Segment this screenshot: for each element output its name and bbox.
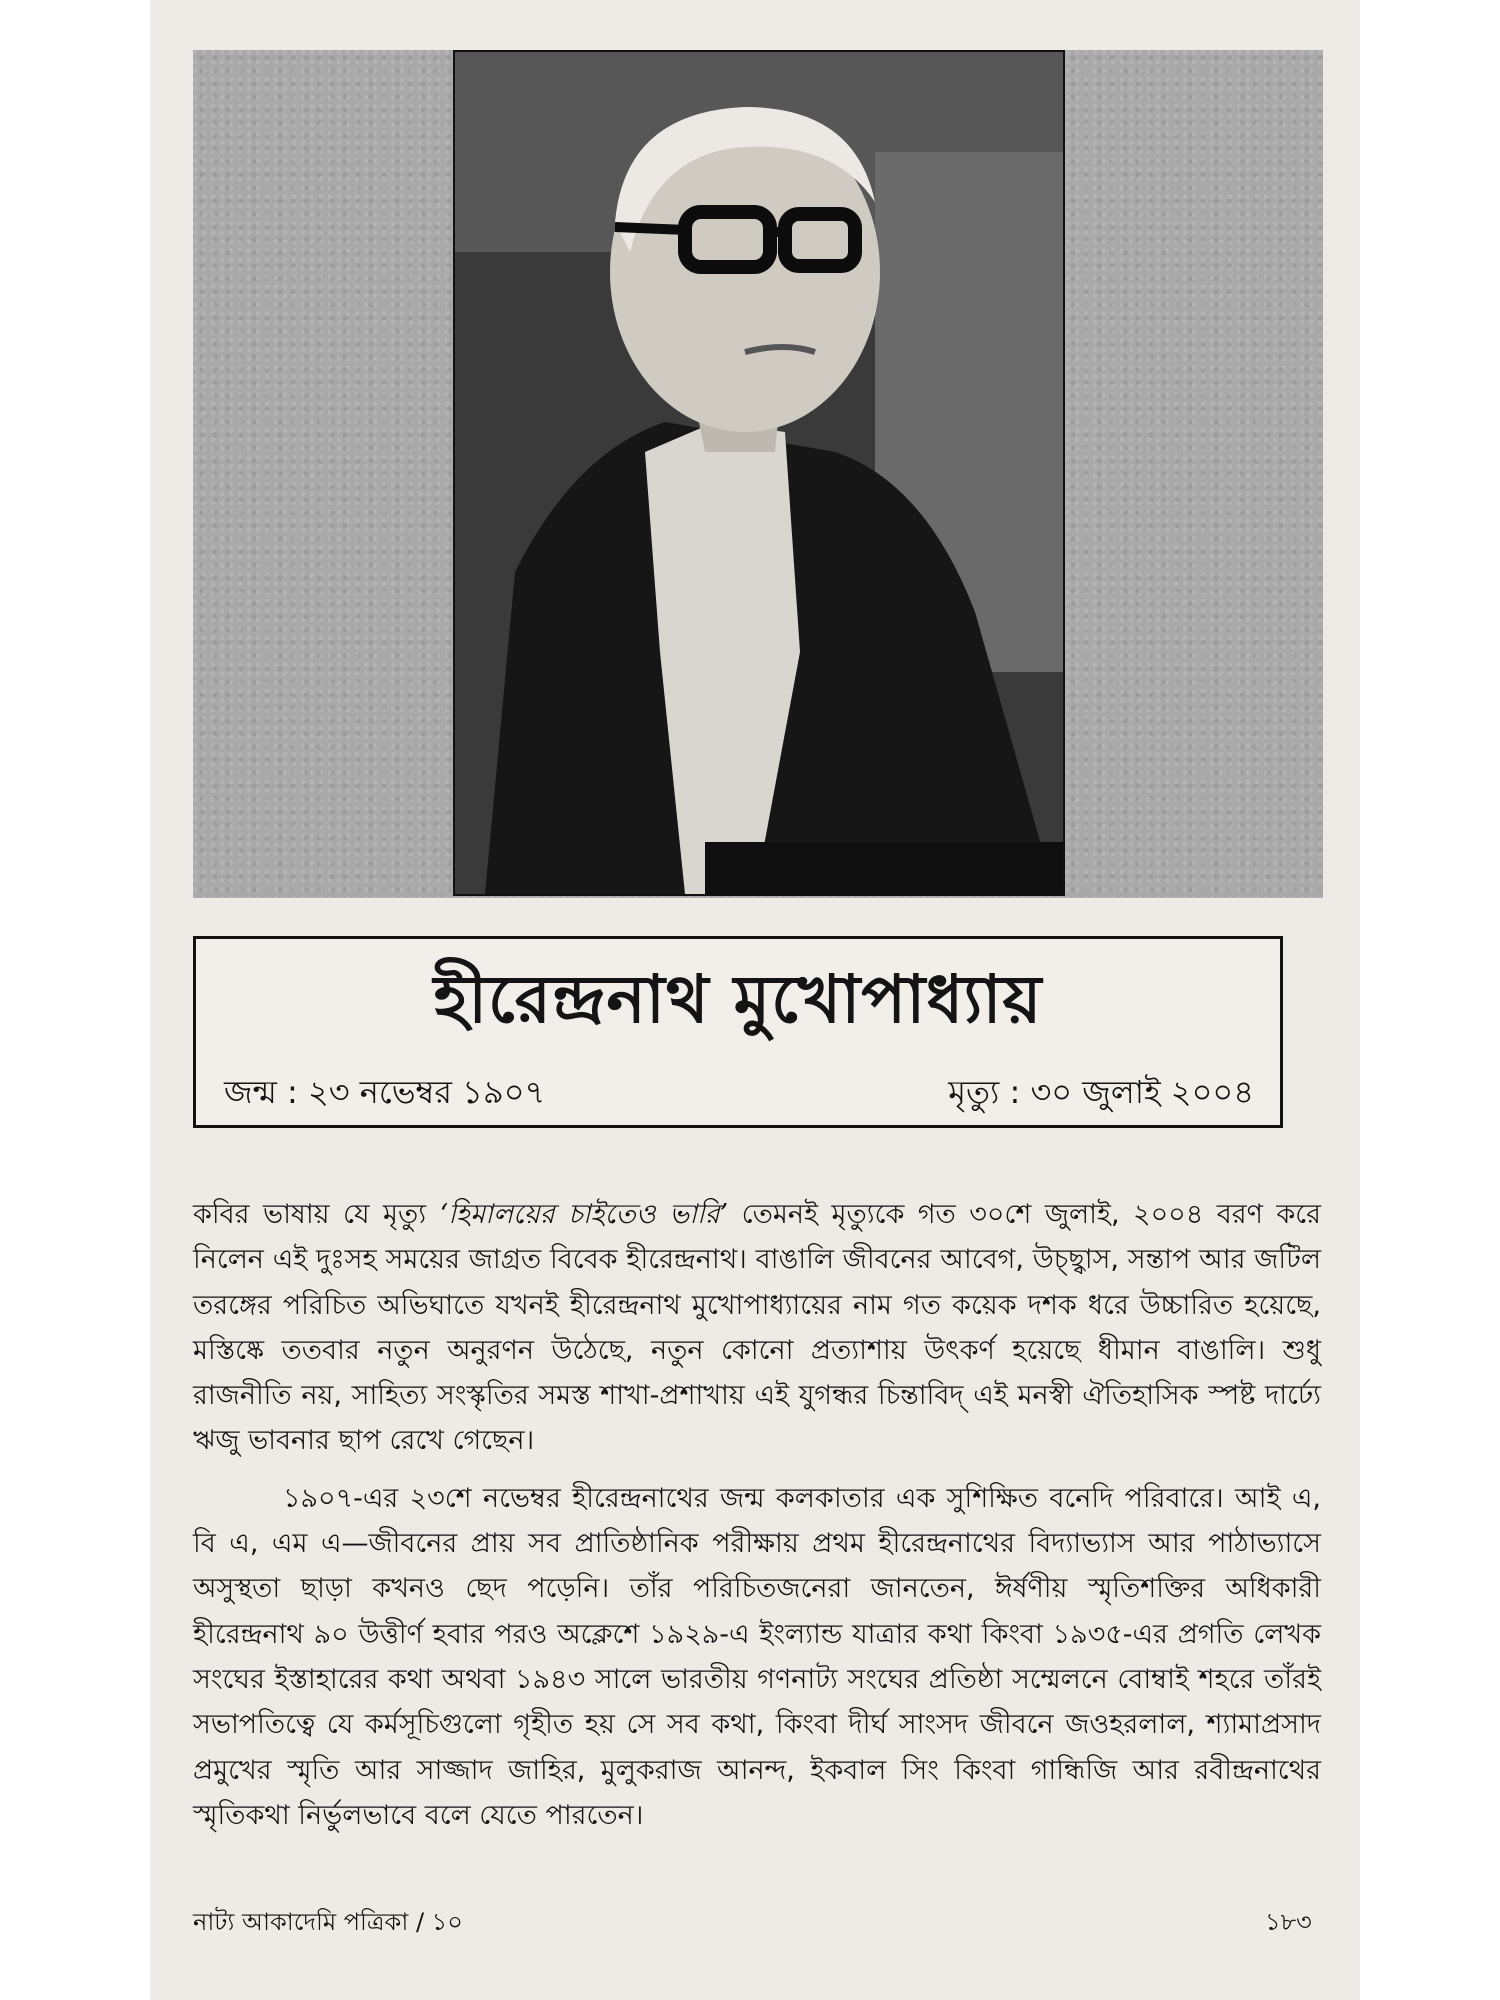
page-number: ১৮৩	[1265, 1908, 1312, 1936]
portrait-photo	[453, 50, 1065, 896]
birth-date: জন্ম : ২৩ নভেম্বর ১৯০৭	[224, 1073, 546, 1111]
article-body	[193, 1192, 1321, 1850]
quote: ‘হিমালয়ের চাইতেও ভারি’	[439, 1199, 729, 1230]
journal-footer: নাট্য আকাদেমি পত্রিকা / ১০	[193, 1908, 463, 1936]
paragraph-2: ১৯০৭-এর ২৩শে নভেম্বর হীরেন্দ্রনাথের জন্ম কলকাতার এক সুশিক্ষিত বনেদি পরিবারে। আই এ, বি এ, এম এ—জীবনের প্রায় সব প্রাতিষ্ঠানিক পরীক্ষায় প্রথম হীরেন্দ্রনাথের বিদ্যাভ্যাস আর পাঠাভ্যাসে অসুস্থতা ছাড়া কখনও ছেদ পড়েনি। তাঁর পরিচিতজনেরা জানতেন, ঈর্ষণীয় স্মৃতিশক্তির অধিকারী হীরেন্দ্রনাথ ৯০ উত্তীর্ণ হবার পরও অক্লেশে ১৯২৯-এ ইংল্যান্ড যাত্রার কথা কিংবা ১৯৩৫-এর প্রগতি লেখক সংঘের ইস্তাহারের কথা অথবা ১৯৪৩ সালে ভারতীয় গণনাট্য সংঘের প্রতিষ্ঠা সম্মেলনে বোম্বাই শহরে তাঁরই সভাপতিত্বে যে কর্মসূচিগুলো গৃহীত হয় সে সব কথা, কিংবা দীর্ঘ সাংসদ জীবনে জওহরলাল, শ্যামাপ্রসাদ প্রমুখের স্মৃতি আর সাজ্জাদ জাহির, মুলুকরাজ আনন্দ, ইকবাল সিং কিংবা গান্ধিজি আর রবীন্দ্রনাথের স্মৃতিকথা নির্ভুলভাবে বলে যেতে পারতেন।	[193, 1482, 1321, 1831]
name-box	[193, 936, 1283, 1128]
death-date: মৃত্যু : ৩০ জুলাই ২০০৪	[948, 1073, 1254, 1111]
person-name: হীরেন্দ্রনাথ মুখোপাধ্যায়	[433, 961, 1043, 1038]
paragraph-1: কবির ভাষায় যে মৃত্যু ‘হিমালয়ের চাইতেও ভারি’ তেমনই মৃত্যুকে গত ৩০শে জুলাই, ২০০৪ বরণ করে নিলেন এই দুঃসহ সময়ের জাগ্রত বিবেক হীরেন্দ্রনাথ। বাঙালি জীবনের আবেগ, উচ্ছ্বাস, সন্তাপ আর জটিল তরঙ্গের পরিচিত অভিঘাতে যখনই হীরেন্দ্রনাথ মুখোপাধ্যায়ের নাম গত কয়েক দশক ধরে উচ্চারিত হয়েছে, মস্তিষ্কে ততবার নতুন অনুরণন উঠেছে, নতুন কোনো প্রত্যাশায় উৎকর্ণ হয়েছে ধীমান বাঙালি। শুধু রাজনীতি নয়, সাহিত্য সংস্কৃতির সমস্ত শাখা-প্রশাখায় এই যুগন্ধর চিন্তাবিদ্‌ এই মনস্বী ঐতিহাসিক স্পষ্ট দার্ঢ্যে ঋজু ভাবনার ছাপ রেখে গেছেন।	[193, 1199, 1322, 1457]
